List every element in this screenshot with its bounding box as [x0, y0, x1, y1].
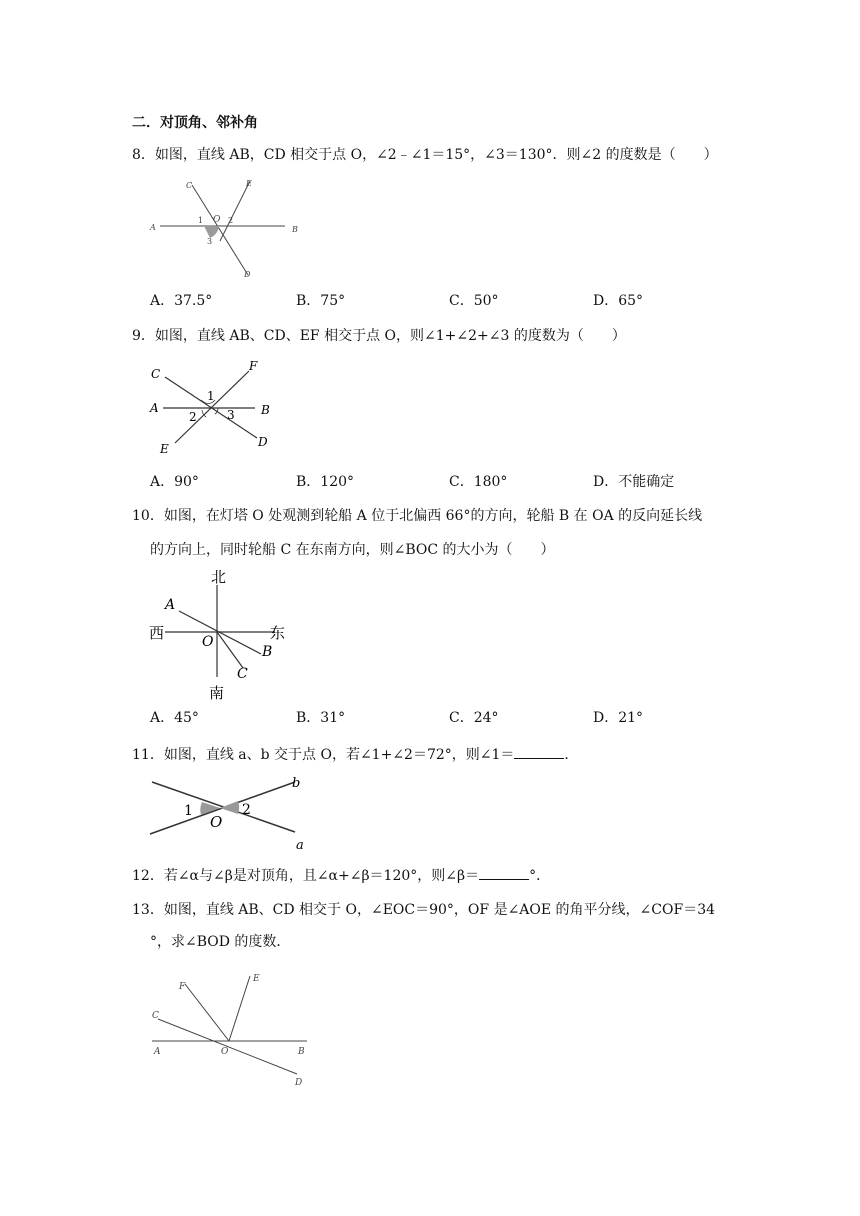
q9-option-d[interactable]: D．不能确定 [593, 474, 675, 490]
q9-label-f: F [249, 359, 258, 373]
q13-stem-line1: 13．如图，直线 AB、CD 相交于 O，∠EOC＝90°，OF 是∠AOE 的角平分线，∠COF＝34 [132, 902, 716, 918]
q13-label-f: F [179, 982, 186, 992]
q11-stem [132, 746, 578, 764]
q8-label-o: O [213, 215, 221, 225]
q8-option-d[interactable]: D．65° [593, 293, 644, 309]
q12-stem-text: 12．若∠α与∠β是对顶角，且∠α+∠β＝120°，则∠β＝ [132, 868, 480, 884]
q10-label-o: O [202, 634, 214, 650]
q9-label-e: E [160, 442, 169, 456]
q8-label-c: C [186, 181, 193, 190]
q13-label-o: O [221, 1047, 229, 1057]
q8-label-2: 2 [228, 216, 234, 225]
q9-label-3: 3 [227, 408, 235, 422]
q10-label-west: 西 [149, 624, 165, 642]
q10-label-south: 南 [209, 684, 225, 702]
q8-label-e: E [246, 179, 252, 188]
q9-label-c: C [151, 367, 161, 381]
q8-label-a: A [150, 223, 156, 232]
q11-stem-text: 11．如图，直线 a、b 交于点 O，若∠1+∠2＝72°，则∠1＝ [132, 747, 515, 763]
q8-option-c[interactable]: C．50° [449, 293, 499, 309]
q10-label-north: 北 [211, 568, 227, 586]
q8-stem: 8．如图，直线 AB，CD 相交于点 O，∠2﹣∠1＝15°，∠3＝130°．则∠2 的度数是（ ） [132, 147, 718, 163]
q11-angle2-shade [220, 801, 239, 814]
q10-stem-line2: 的方向上，同时轮船 C 在东南方向，则∠BOC 的大小为（ ） [150, 542, 555, 558]
q9-label-2: 2 [189, 410, 197, 424]
q9-label-1: 1 [207, 389, 215, 403]
q13-label-d: D [295, 1078, 303, 1088]
q10-label-east: 东 [270, 624, 286, 642]
q10-stem-line1: 10．如图，在灯塔 O 处观测到轮船 A 位于北偏西 66°的方向，轮船 B 在 OA 的反向延长线 [132, 508, 703, 524]
q11-label-b: b [292, 776, 301, 791]
q13-label-e: E [253, 974, 260, 984]
q9-label-a: A [150, 401, 159, 415]
q13-label-a: A [154, 1047, 161, 1057]
q11-answer-blank[interactable] [514, 746, 564, 759]
q13-label-b: B [298, 1047, 305, 1057]
q9-option-b[interactable]: B．120° [296, 474, 355, 490]
q11-label-a: a [296, 838, 304, 853]
q11-figure [140, 772, 320, 857]
q8-figure [140, 175, 310, 285]
q8-label-b: B [292, 225, 298, 234]
q8-label-d: D [244, 270, 251, 279]
q12-stem-end: °． [529, 868, 551, 884]
q9-label-d: D [258, 435, 268, 449]
q12-answer-blank[interactable] [479, 867, 529, 880]
q10-option-a[interactable]: A．45° [150, 710, 199, 726]
q13-figure [145, 968, 320, 1093]
q11-label-1: 1 [184, 803, 193, 819]
q9-option-c[interactable]: C．180° [449, 474, 508, 490]
q10-option-b[interactable]: B．31° [296, 710, 346, 726]
q8-label-3: 3 [207, 237, 213, 246]
q9-label-b: B [261, 403, 270, 417]
q13-label-c: C [152, 1011, 159, 1021]
q10-option-c[interactable]: C．24° [449, 710, 499, 726]
q9-figure [145, 355, 285, 460]
q10-label-c: C [237, 666, 248, 682]
q8-option-a[interactable]: A．37.5° [150, 293, 213, 309]
q9-option-a[interactable]: A．90° [150, 474, 199, 490]
q12-stem [132, 867, 550, 885]
q11-label-o: O [210, 813, 223, 831]
q8-option-b[interactable]: B．75° [296, 293, 346, 309]
q10-option-d[interactable]: D．21° [593, 710, 644, 726]
q10-label-a: A [165, 597, 176, 613]
q10-label-b: B [262, 644, 273, 660]
q11-label-2: 2 [242, 802, 251, 818]
q11-stem-end: ． [564, 747, 579, 763]
q13-stem-line2: °，求∠BOD 的度数． [150, 934, 291, 950]
q9-stem: 9．如图，直线 AB、CD、EF 相交于点 O，则∠1+∠2+∠3 的度数为（ ） [132, 328, 626, 344]
section-title: 二．对顶角、邻补角 [132, 115, 258, 131]
q8-label-1: 1 [198, 216, 204, 225]
q10-figure [145, 565, 305, 705]
